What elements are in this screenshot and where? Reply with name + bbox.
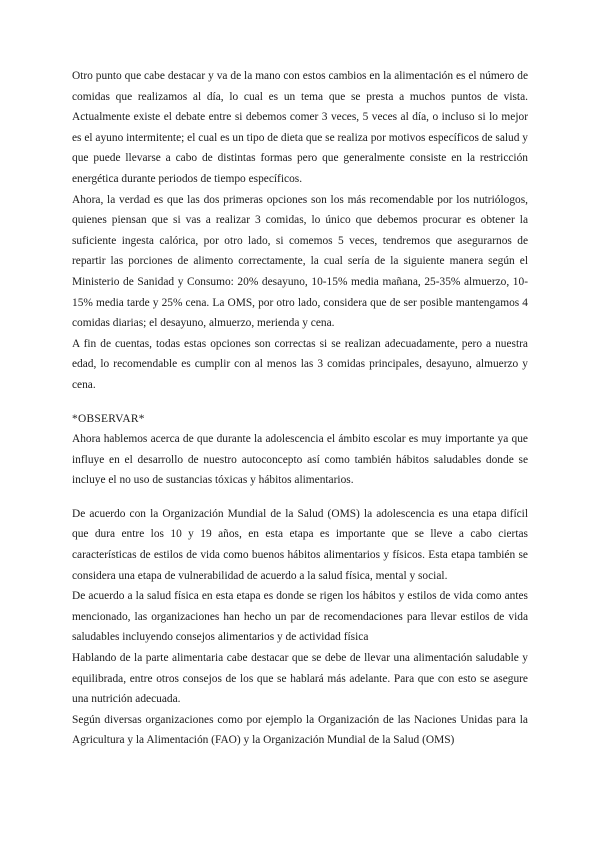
spacer (72, 491, 528, 504)
paragraph-salud-fisica: De acuerdo a la salud física en esta etapa es donde se rigen los hábitos y estilos de vida como antes mencionado, las organizaciones han hecho un par de recomendaciones para llevar estilos de vida saludables incluyendo consejos alimentarios y de actividad física (72, 590, 528, 644)
paragraph-organizaciones: Según diversas organizaciones como por ejemplo la Organización de las Naciones Unidas para la Agricultura y la Alimentación (FAO) y la Organización Mundial de la Salud (OMS) (72, 713, 528, 747)
document-body (72, 66, 528, 751)
observar-heading: *OBSERVAR* (72, 412, 145, 425)
paragraph-conclusion-comidas: A fin de cuentas, todas estas opciones son correctas si se realizan adecuadamente, pero a nuestra edad, lo recomendable es cumplir con al menos las 3 comidas principales, desayuno, almuerzo y cena. (72, 337, 528, 391)
paragraph-parte-alimentaria: Hablando de la parte alimentaria cabe destacar que se debe de llevar una alimentación saludable y equilibrada, entre otros consejos de los que se hablará más adelante. Para que con esto se asegure una nutrición adecuada. (72, 652, 528, 706)
spacer (72, 396, 528, 409)
paragraph-numero-de-comidas: Otro punto que cabe destacar y va de la mano con estos cambios en la alimentación es el número de comidas que realizamos al día, lo cual es un tema que se presta a muchos puntos de vista. Actualmente existe el debate entre si debemos comer 3 veces, 5 veces al día, o incluso si lo mejor es el ayuno intermitente; el cual es un tipo de dieta que se realiza por motivos específicos de salud y que puede llevarse a cabo de distintas formas pero que generalmente consiste en la restricción energética durante periodos de tiempo específicos. (72, 70, 528, 185)
paragraph-recomendacion-nutriologos: Ahora, la verdad es que las dos primeras opciones son los más recomendable por los nutriólogos, quienes piensan que si vas a realizar 3 comidas, lo único que debemos procurar es obtener la suficiente ingesta calórica, por otro lado, si comemos 5 veces, tendremos que asegurarnos de repartir las porciones de alimento correctamente, la cual sería de la siguiente manera según el Ministerio de Sanidad y Consumo: 20% desayuno, 10-15% media mañana, 25-35% almuerzo, 10-15% media tarde y 25% cena. La OMS, por otro lado, considera que de ser posible mantengamos 4 comidas diarias; el desayuno, almuerzo, merienda y cena. (72, 193, 528, 330)
paragraph-ambito-escolar: Ahora hablemos acerca de que durante la adolescencia el ámbito escolar es muy importante ya que influye en el desarrollo de nuestro autoconcepto así como también hábitos saludables donde se incluye el no uso de sustancias tóxicas y hábitos alimentarios. (72, 433, 528, 487)
paragraph-oms-adolescencia: De acuerdo con la Organización Mundial de la Salud (OMS) la adolescencia es una etapa difícil que dura entre los 10 y 19 años, en esta etapa es importante que se lleve a cabo ciertas características de estilos de vida como buenos hábitos alimentarios y físicos. Esta etapa también se considera una etapa de vulnerabilidad de acuerdo a la salud física, mental y social. (72, 507, 528, 582)
